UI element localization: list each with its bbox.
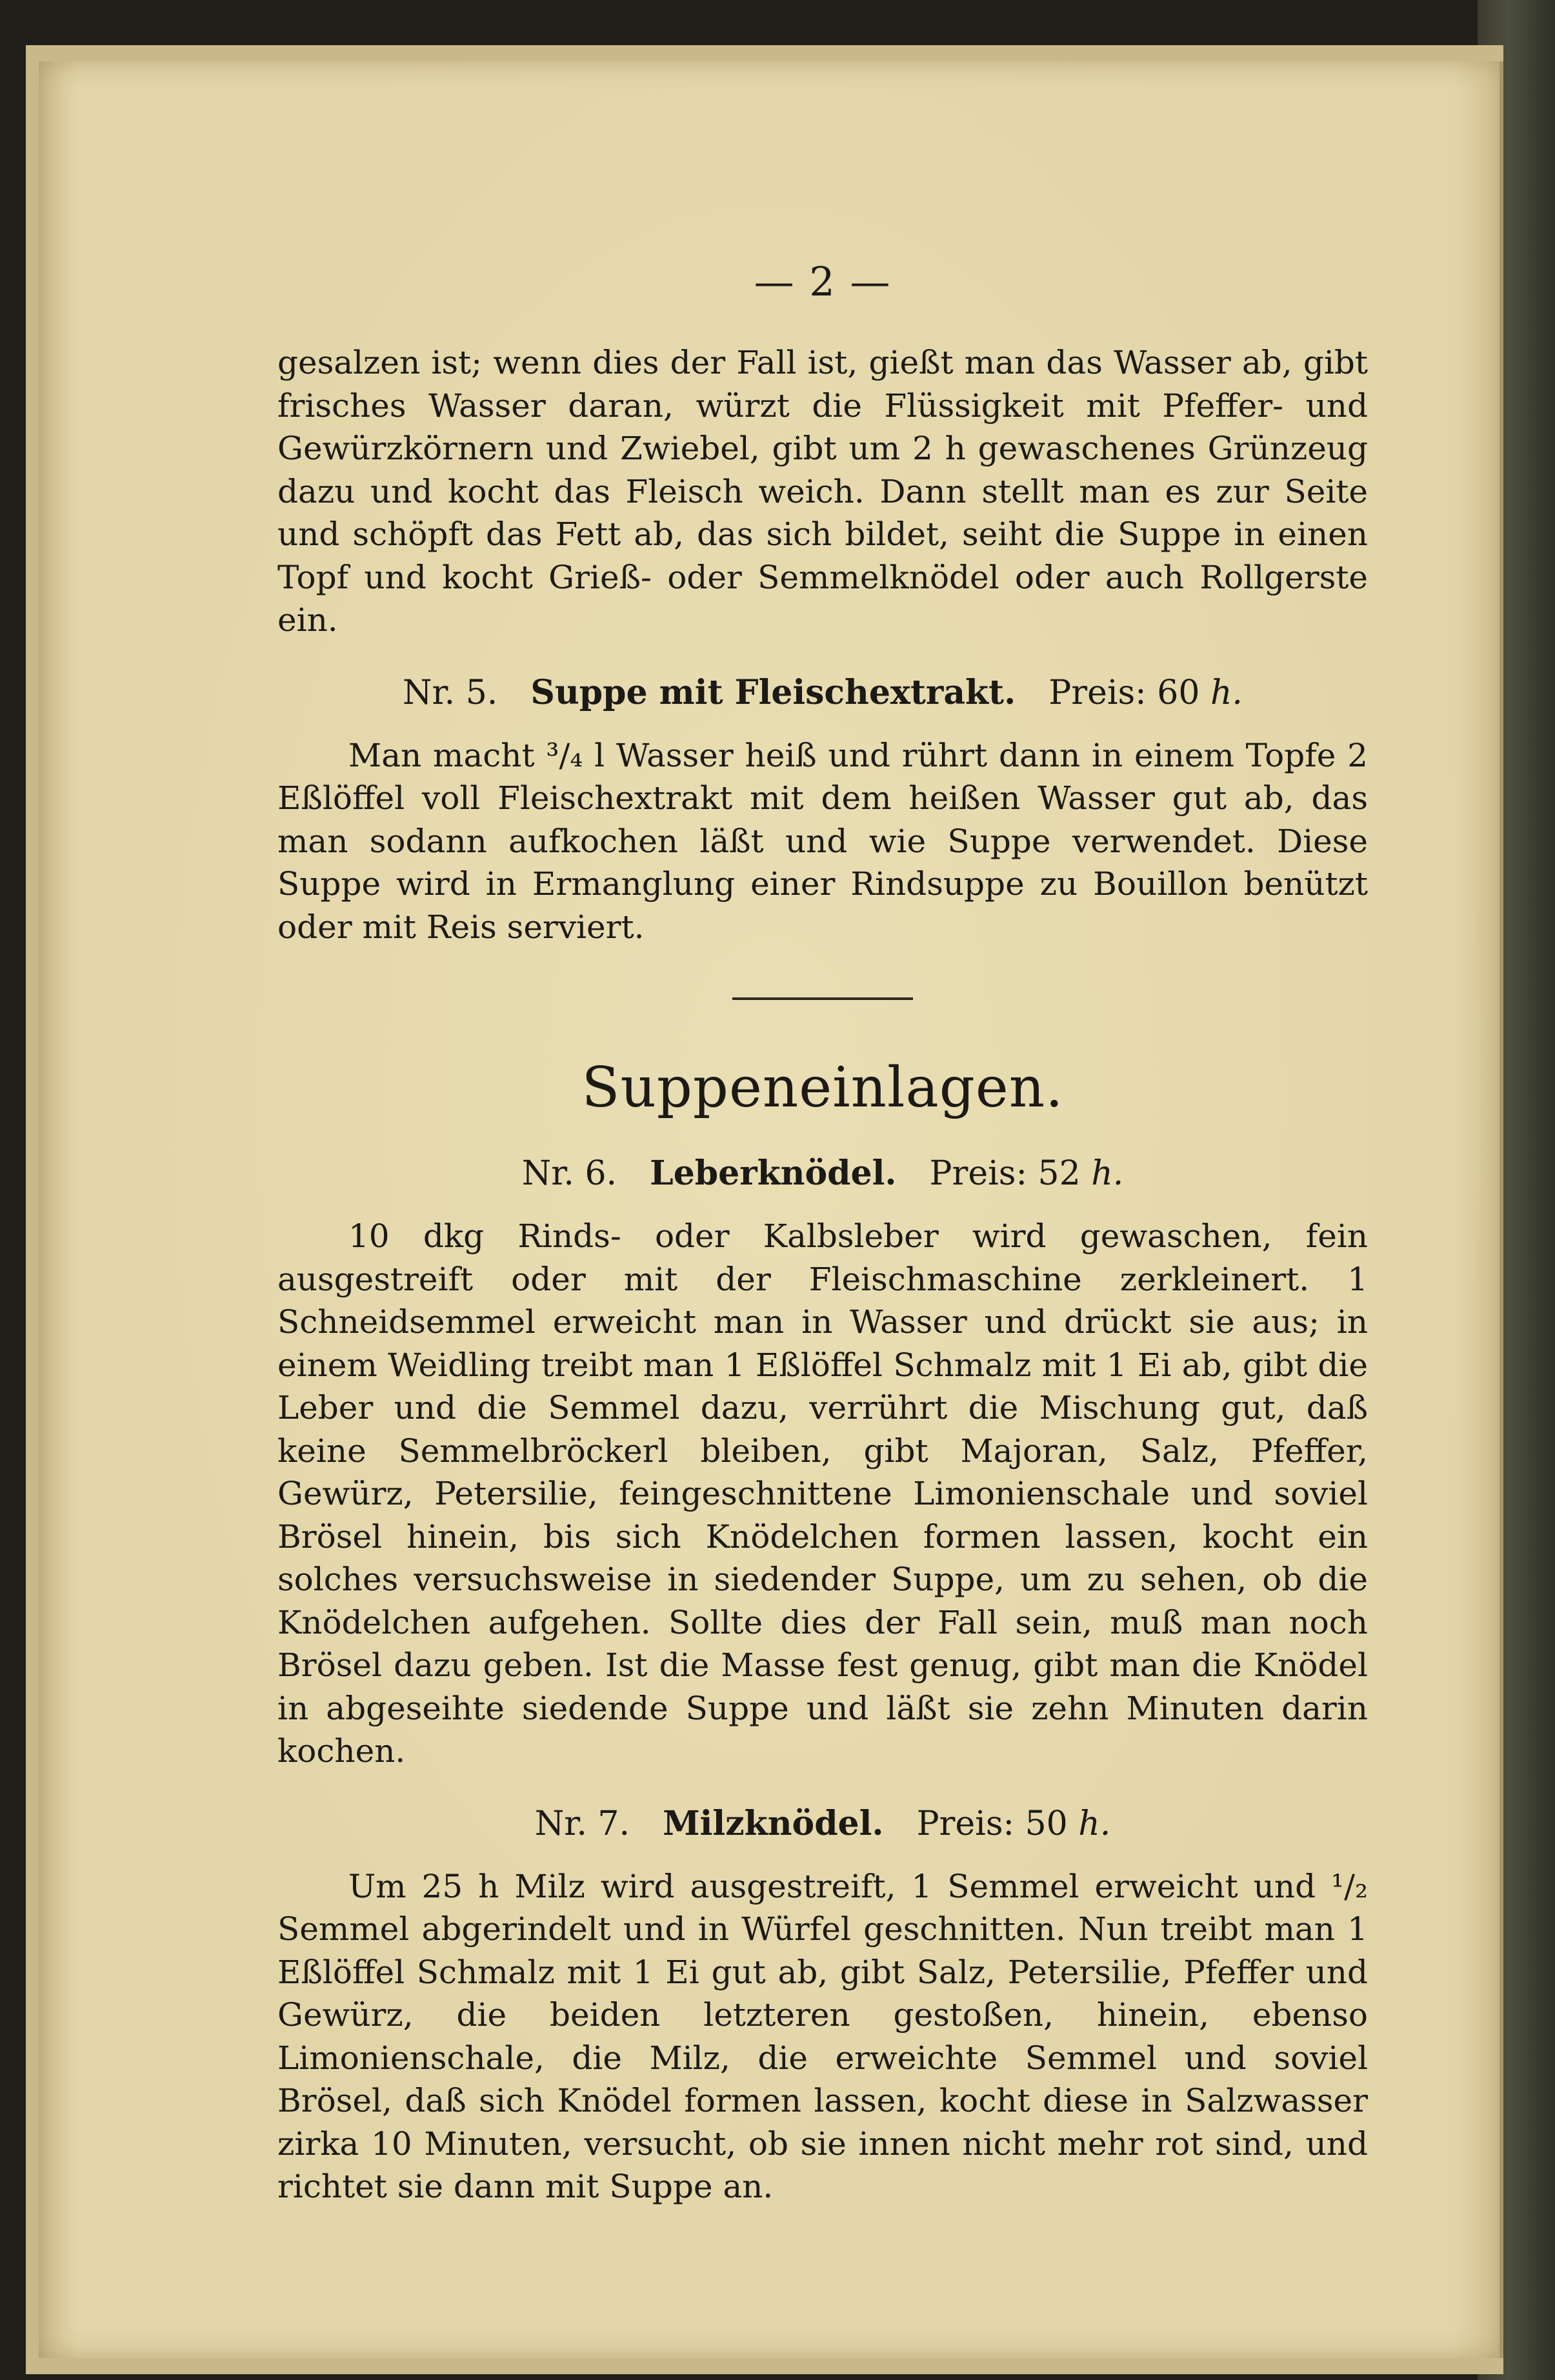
recipe-7-price: 50 — [1025, 1804, 1068, 1843]
recipe-5-price-label: Preis: — [1048, 673, 1147, 712]
recipe-6-price-label: Preis: — [929, 1154, 1027, 1193]
section-divider — [732, 997, 913, 1000]
recipe-7-price-label: Preis: — [916, 1804, 1015, 1843]
recipe-5-price: 60 — [1157, 673, 1200, 712]
intro-paragraph: gesalzen ist; wenn dies der Fall ist, gießt man das Wasser ab, gibt frisches Wasser daran, würzt die Flüssigkeit mit Pfeffer- und Gewürzkörnern und Zwiebel, gibt um 2 h gewaschenes Grünzeug dazu und kocht das Fleisch weich. Dann stellt man es zur Seite und schöpft das Fett ab, das sich bildet, seiht die Suppe in einen Topf und kocht Grieß- oder Semmelknödel oder auch Rollgerste ein. — [277, 344, 1368, 639]
recipe-7-unit: h. — [1078, 1804, 1111, 1843]
page-number: — 2 — — [754, 258, 892, 305]
recipe-5-number: Nr. 5. — [403, 673, 498, 712]
recipe-7-heading — [277, 1804, 1368, 1843]
recipe-5-text: Man macht ³/₄ l Wasser heiß und rührt dann in einem Topfe 2 Eßlöffel voll Fleischextrakt mit dem heißen Wasser gut ab, das man sodann aufkochen läßt und wie Suppe verwendet. Diese Suppe wird in Ermanglung einer Rindsuppe zu Bouillon benützt oder mit Reis serviert. — [277, 736, 1368, 946]
recipe-5-heading — [277, 673, 1368, 712]
recipe-7-number: Nr. 7. — [534, 1804, 630, 1843]
recipe-5-unit: h. — [1210, 673, 1243, 712]
recipe-6-text: 10 dkg Rinds- oder Kalbsleber wird gewaschen, fein ausgestreift oder mit der Fleischmaschine zerkleinert. 1 Schneidsemmel erweicht man in Wasser und drückt sie aus; in einem Weidling treibt man 1 Eßlöffel Schmalz mit 1 Ei ab, gibt die Leber und die Semmel dazu, verrührt die Mischung gut, daß keine Semmelbröckerl bleiben, gibt Majoran, Salz, Pfeffer, Gewürz, Petersilie, feingeschnittene Limonienschale und soviel Brösel hinein, bis sich Knödelchen formen lassen, kocht ein solches versuchsweise in siedender Suppe, um zu sehen, ob die Knödelchen aufgehen. Sollte dies der Fall sein, muß man noch Brösel dazu geben. Ist die Masse fest genug, gibt man die Knödel in abgeseihte siedende Suppe und läßt sie zehn Minuten darin kochen. — [277, 1217, 1368, 1770]
section-title: Suppeneinlagen. — [581, 1055, 1064, 1120]
recipe-6-price: 52 — [1038, 1154, 1081, 1193]
page-content — [277, 258, 1368, 2208]
recipe-7-text: Um 25 h Milz wird ausgestreift, 1 Semmel erweicht und ¹/₂ Semmel abgerindelt und in Würfel geschnitten. Nun treibt man 1 Eßlöffel Schmalz mit 1 Ei gut ab, gibt Salz, Petersilie, Pfeffer und Gewürz, die beiden letzteren gestoßen, hinein, ebenso Limonienschale, die Milz, die erweichte Semmel und soviel Brösel, daß sich Knödel formen lassen, kocht diese in Salzwasser zirka 10 Minuten, versucht, ob sie innen nicht mehr rot sind, und richtet sie dann mit Suppe an. — [277, 1867, 1368, 2205]
recipe-7-title: Milzknödel. — [663, 1803, 884, 1843]
page-edge-line — [1500, 61, 1503, 2358]
recipe-5-title: Suppe mit Fleischextrakt. — [530, 672, 1016, 712]
recipe-6-unit: h. — [1091, 1154, 1124, 1193]
recipe-6-heading — [277, 1154, 1368, 1193]
recipe-6-number: Nr. 6. — [521, 1154, 617, 1193]
recipe-6-title: Leberknödel. — [650, 1154, 897, 1193]
